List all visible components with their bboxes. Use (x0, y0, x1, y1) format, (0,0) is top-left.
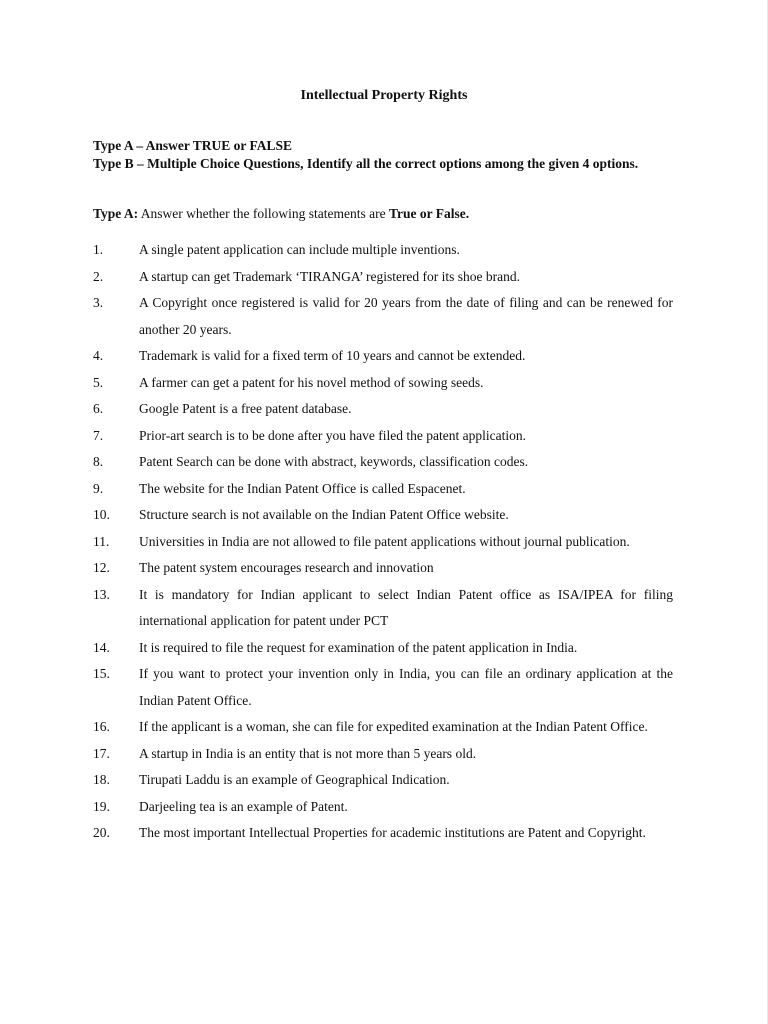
question-item (93, 396, 673, 423)
section-emphasis: True or False. (388, 206, 470, 221)
question-number: 18. (93, 772, 110, 787)
question-number: 3. (93, 295, 104, 310)
question-number: 8. (93, 454, 104, 469)
question-text: A farmer can get a patent for his novel method of sowing seeds. (139, 374, 484, 390)
question-item (93, 264, 673, 291)
question-item (93, 714, 673, 741)
question-number: 13. (93, 586, 110, 602)
question-item (93, 555, 673, 582)
question-text: A single patent application can include multiple inventions. (139, 242, 460, 257)
question-item (93, 741, 673, 768)
question-item (93, 502, 673, 529)
question-list (93, 237, 673, 847)
question-text: If you want to protect your invention only in India, you can file an ordinary application at the Indian Patent Office. (139, 666, 673, 708)
section-text: Answer whether the following statements are (138, 206, 389, 221)
question-text: A Copyright once registered is valid for 20 years from the date of filing and can be renewed for another 20 years. (139, 295, 673, 337)
question-number: 19. (93, 798, 110, 814)
question-item (93, 423, 673, 450)
section-intro (93, 205, 469, 223)
question-item (93, 794, 673, 821)
question-text: Darjeeling tea is an example of Patent. (139, 798, 348, 814)
question-item (93, 767, 673, 794)
question-number: 10. (93, 507, 110, 522)
question-text: A startup can get Trademark ‘TIRANGA’ registered for its shoe brand. (139, 268, 521, 284)
question-number: 2. (93, 268, 104, 284)
question-text: It is required to file the request for examination of the patent application in India. (139, 639, 578, 655)
question-item (93, 582, 673, 635)
question-text: If the applicant is a woman, she can file for expedited examination at the Indian Patent Office. (139, 719, 648, 734)
question-item (93, 370, 673, 397)
question-item (93, 820, 673, 847)
question-text: Tirupati Laddu is an example of Geographical Indication. (139, 772, 450, 787)
question-number: 5. (93, 374, 104, 390)
question-text: Structure search is not available on the Indian Patent Office website. (139, 507, 509, 522)
document-title: Intellectual Property Rights (300, 88, 468, 103)
question-number: 4. (93, 348, 104, 363)
question-number: 1. (93, 242, 104, 257)
question-text: The patent system encourages research and innovation (139, 560, 434, 575)
section-label: Type A: (93, 206, 139, 221)
question-text: The website for the Indian Patent Office is called Espacenet. (139, 480, 466, 496)
question-number: 6. (93, 401, 104, 416)
question-number: 11. (93, 533, 110, 549)
question-item (93, 635, 673, 662)
question-text: Google Patent is a free patent database. (139, 401, 352, 416)
question-text: Patent Search can be done with abstract, keywords, classification codes. (139, 454, 529, 469)
question-text: The most important Intellectual Properties for academic institutions are Patent and Copyright. (139, 825, 646, 840)
question-number: 7. (93, 427, 104, 443)
question-text: Trademark is valid for a fixed term of 10 years and cannot be extended. (139, 348, 526, 363)
type-b-heading: Type B – Multiple Choice Questions, Identify all the correct options among the given 4 options. (93, 156, 639, 171)
question-item (93, 290, 673, 343)
question-item (93, 449, 673, 476)
question-number: 9. (93, 480, 104, 496)
question-item (93, 529, 673, 556)
question-number: 16. (93, 719, 110, 734)
question-text: It is mandatory for Indian applicant to select Indian Patent office as ISA/IPEA for filing international application for patent under PCT (139, 586, 673, 628)
question-item (93, 661, 673, 714)
type-a-heading: Type A – Answer TRUE or FALSE (93, 138, 293, 153)
question-text: Universities in India are not allowed to file patent applications without journal publication. (139, 533, 630, 549)
question-item (93, 476, 673, 503)
question-text: Prior-art search is to be done after you have filed the patent application. (139, 427, 526, 443)
question-number: 12. (93, 560, 110, 575)
question-number: 20. (93, 825, 110, 840)
question-text: A startup in India is an entity that is not more than 5 years old. (139, 745, 477, 761)
question-number: 17. (93, 745, 110, 761)
question-item (93, 343, 673, 370)
question-number: 14. (93, 639, 110, 655)
question-item (93, 237, 673, 264)
question-number: 15. (93, 666, 110, 681)
